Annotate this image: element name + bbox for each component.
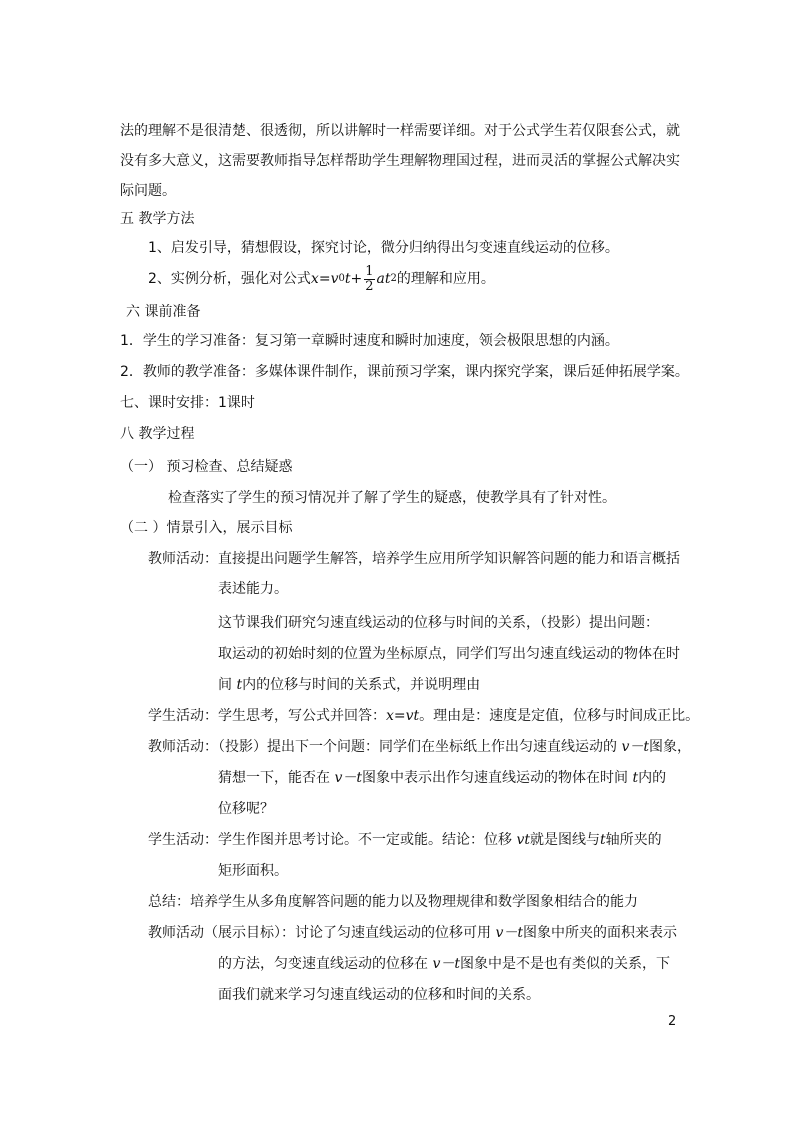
formula-at: at	[376, 271, 391, 287]
section-6-item-1: 1．学生的学习准备：复习第一章瞬时速度和瞬时加速度，领会极限思想的内涵。	[120, 333, 619, 349]
intro-line-3: 际问题。	[120, 183, 176, 199]
formula-t: t	[344, 271, 351, 287]
item-2-prefix: 2、实例分析，强化对公式	[148, 271, 311, 287]
teacher-activity-3-line-1	[148, 923, 677, 943]
fraction-numerator: 1	[365, 263, 374, 279]
text-segment: 内的位移与时间的关系式，并说明理由	[242, 677, 481, 693]
var-v-t: v－t	[495, 925, 523, 941]
text-segment: 教师活动：（投影）提出下一个问题：同学们在坐标纸上作出匀速直线运动的	[148, 739, 622, 755]
section-5-heading: 五 教学方法	[120, 211, 195, 227]
text-segment: 图象中所夹的面积来表示	[523, 925, 677, 941]
text-segment: 图象中是不是也有类似的关系，下	[460, 956, 670, 972]
text-segment: 间	[218, 677, 237, 693]
text-segment: 学生活动：学生作图并思考讨论。不一定或能。结论：位移	[148, 832, 517, 848]
var-v-t: v－t	[432, 956, 460, 972]
teacher-activity-1-line-4: 取运动的初始时刻的位置为坐标原点，同学们写出匀速直线运动的物体在时	[218, 646, 680, 662]
summary: 总结：培养学生从多角度解答问题的能力以及物理规律和数学图象相结合的能力	[148, 894, 638, 910]
text-segment: 猜想一下，能否在	[218, 770, 335, 786]
formula-fraction	[364, 265, 374, 294]
student-activity-1	[148, 706, 699, 726]
var-v-t: v－t	[621, 739, 649, 755]
teacher-activity-3-line-3: 面我们就来学习匀速直线运动的位移和时间的关系。	[218, 987, 540, 1003]
var-v-t: v－t	[334, 770, 362, 786]
page-number: 2	[668, 1014, 677, 1029]
teacher-activity-3-line-2	[218, 954, 670, 974]
student-activity-2-line-1	[148, 830, 662, 850]
teacher-activity-1-line-1: 教师活动：直接提出问题学生解答，培养学生应用所学知识解答问题的能力和语言概括	[148, 551, 680, 567]
subsection-2-heading: （二 ）情景引入，展示目标	[120, 520, 293, 536]
text-segment: 图象，	[649, 739, 691, 755]
section-6-heading: 六 课前准备	[126, 304, 201, 320]
var-t: t	[600, 832, 606, 848]
subsection-1-heading: （一） 预习检查、总结疑惑	[120, 459, 293, 475]
formula-eq: =	[318, 271, 331, 287]
text-segment: 图象中表示出作匀速直线运动的物体在时间	[362, 770, 633, 786]
formula-x: x	[310, 271, 319, 287]
section-5-item-2	[148, 263, 495, 295]
text-segment: 的方法，匀变速直线运动的位移在	[218, 956, 433, 972]
teacher-activity-1-line-5	[218, 675, 480, 695]
text-segment: 学生活动：学生思考，写公式并回答：	[148, 708, 386, 724]
teacher-activity-2-line-3: 位移呢？	[218, 801, 274, 817]
text-segment: 轴所夹的	[605, 832, 662, 848]
text-segment: 教师活动（展示目标）：讨论了匀速直线运动的位移可用	[148, 925, 496, 941]
intro-line-2: 没有多大意义，这需要教师指导怎样帮助学生理解物理国过程，进而灵活的掌握公式解决实	[120, 153, 680, 169]
var-vt: vt	[516, 832, 530, 848]
var-t: t	[236, 677, 243, 693]
text-segment: 内的	[638, 770, 667, 786]
teacher-activity-2-line-1	[148, 737, 691, 757]
teacher-activity-2-line-2	[218, 768, 666, 788]
formula-exponent: 2	[390, 273, 397, 284]
displacement-formula	[311, 263, 397, 295]
formula-v-sub: 0	[338, 273, 345, 284]
text-segment: 就是图线与	[530, 832, 600, 848]
teacher-activity-1-line-3: 这节课我们研究匀速直线运动的位移与时间的关系，（投影）提出问题：	[218, 615, 659, 631]
teacher-activity-1-line-2: 表述能力。	[218, 581, 288, 597]
item-2-suffix: 的理解和应用。	[396, 271, 495, 287]
intro-line-1: 法的理解不是很清楚、很透彻，所以讲解时一样需要详细。对于公式学生若仅限套公式，就	[120, 123, 680, 139]
section-8-heading: 八 教学过程	[120, 426, 195, 442]
section-6-item-2: 2．教师的教学准备：多媒体课件制作，课前预习学案，课内探究学案，课后延伸拓展学案。	[120, 364, 689, 380]
formula-v: v	[330, 271, 339, 287]
formula-plus: +	[350, 271, 363, 287]
formula-x-vt: x=vt	[386, 708, 420, 724]
subsection-1-text: 检查落实了学生的预习情况并了解了学生的疑惑，使教学具有了针对性。	[168, 490, 616, 506]
fraction-denominator: 2	[365, 278, 374, 294]
section-7-heading: 七、课时安排：1课时	[120, 395, 255, 411]
text-segment: 。理由是：速度是定值，位移与时间成正比。	[419, 708, 700, 724]
section-5-item-1: 1、启发引导，猜想假设，探究讨论，微分归纳得出匀变速直线运动的位移。	[148, 240, 619, 256]
student-activity-2-line-2: 矩形面积。	[218, 863, 288, 879]
var-t: t	[632, 770, 639, 786]
